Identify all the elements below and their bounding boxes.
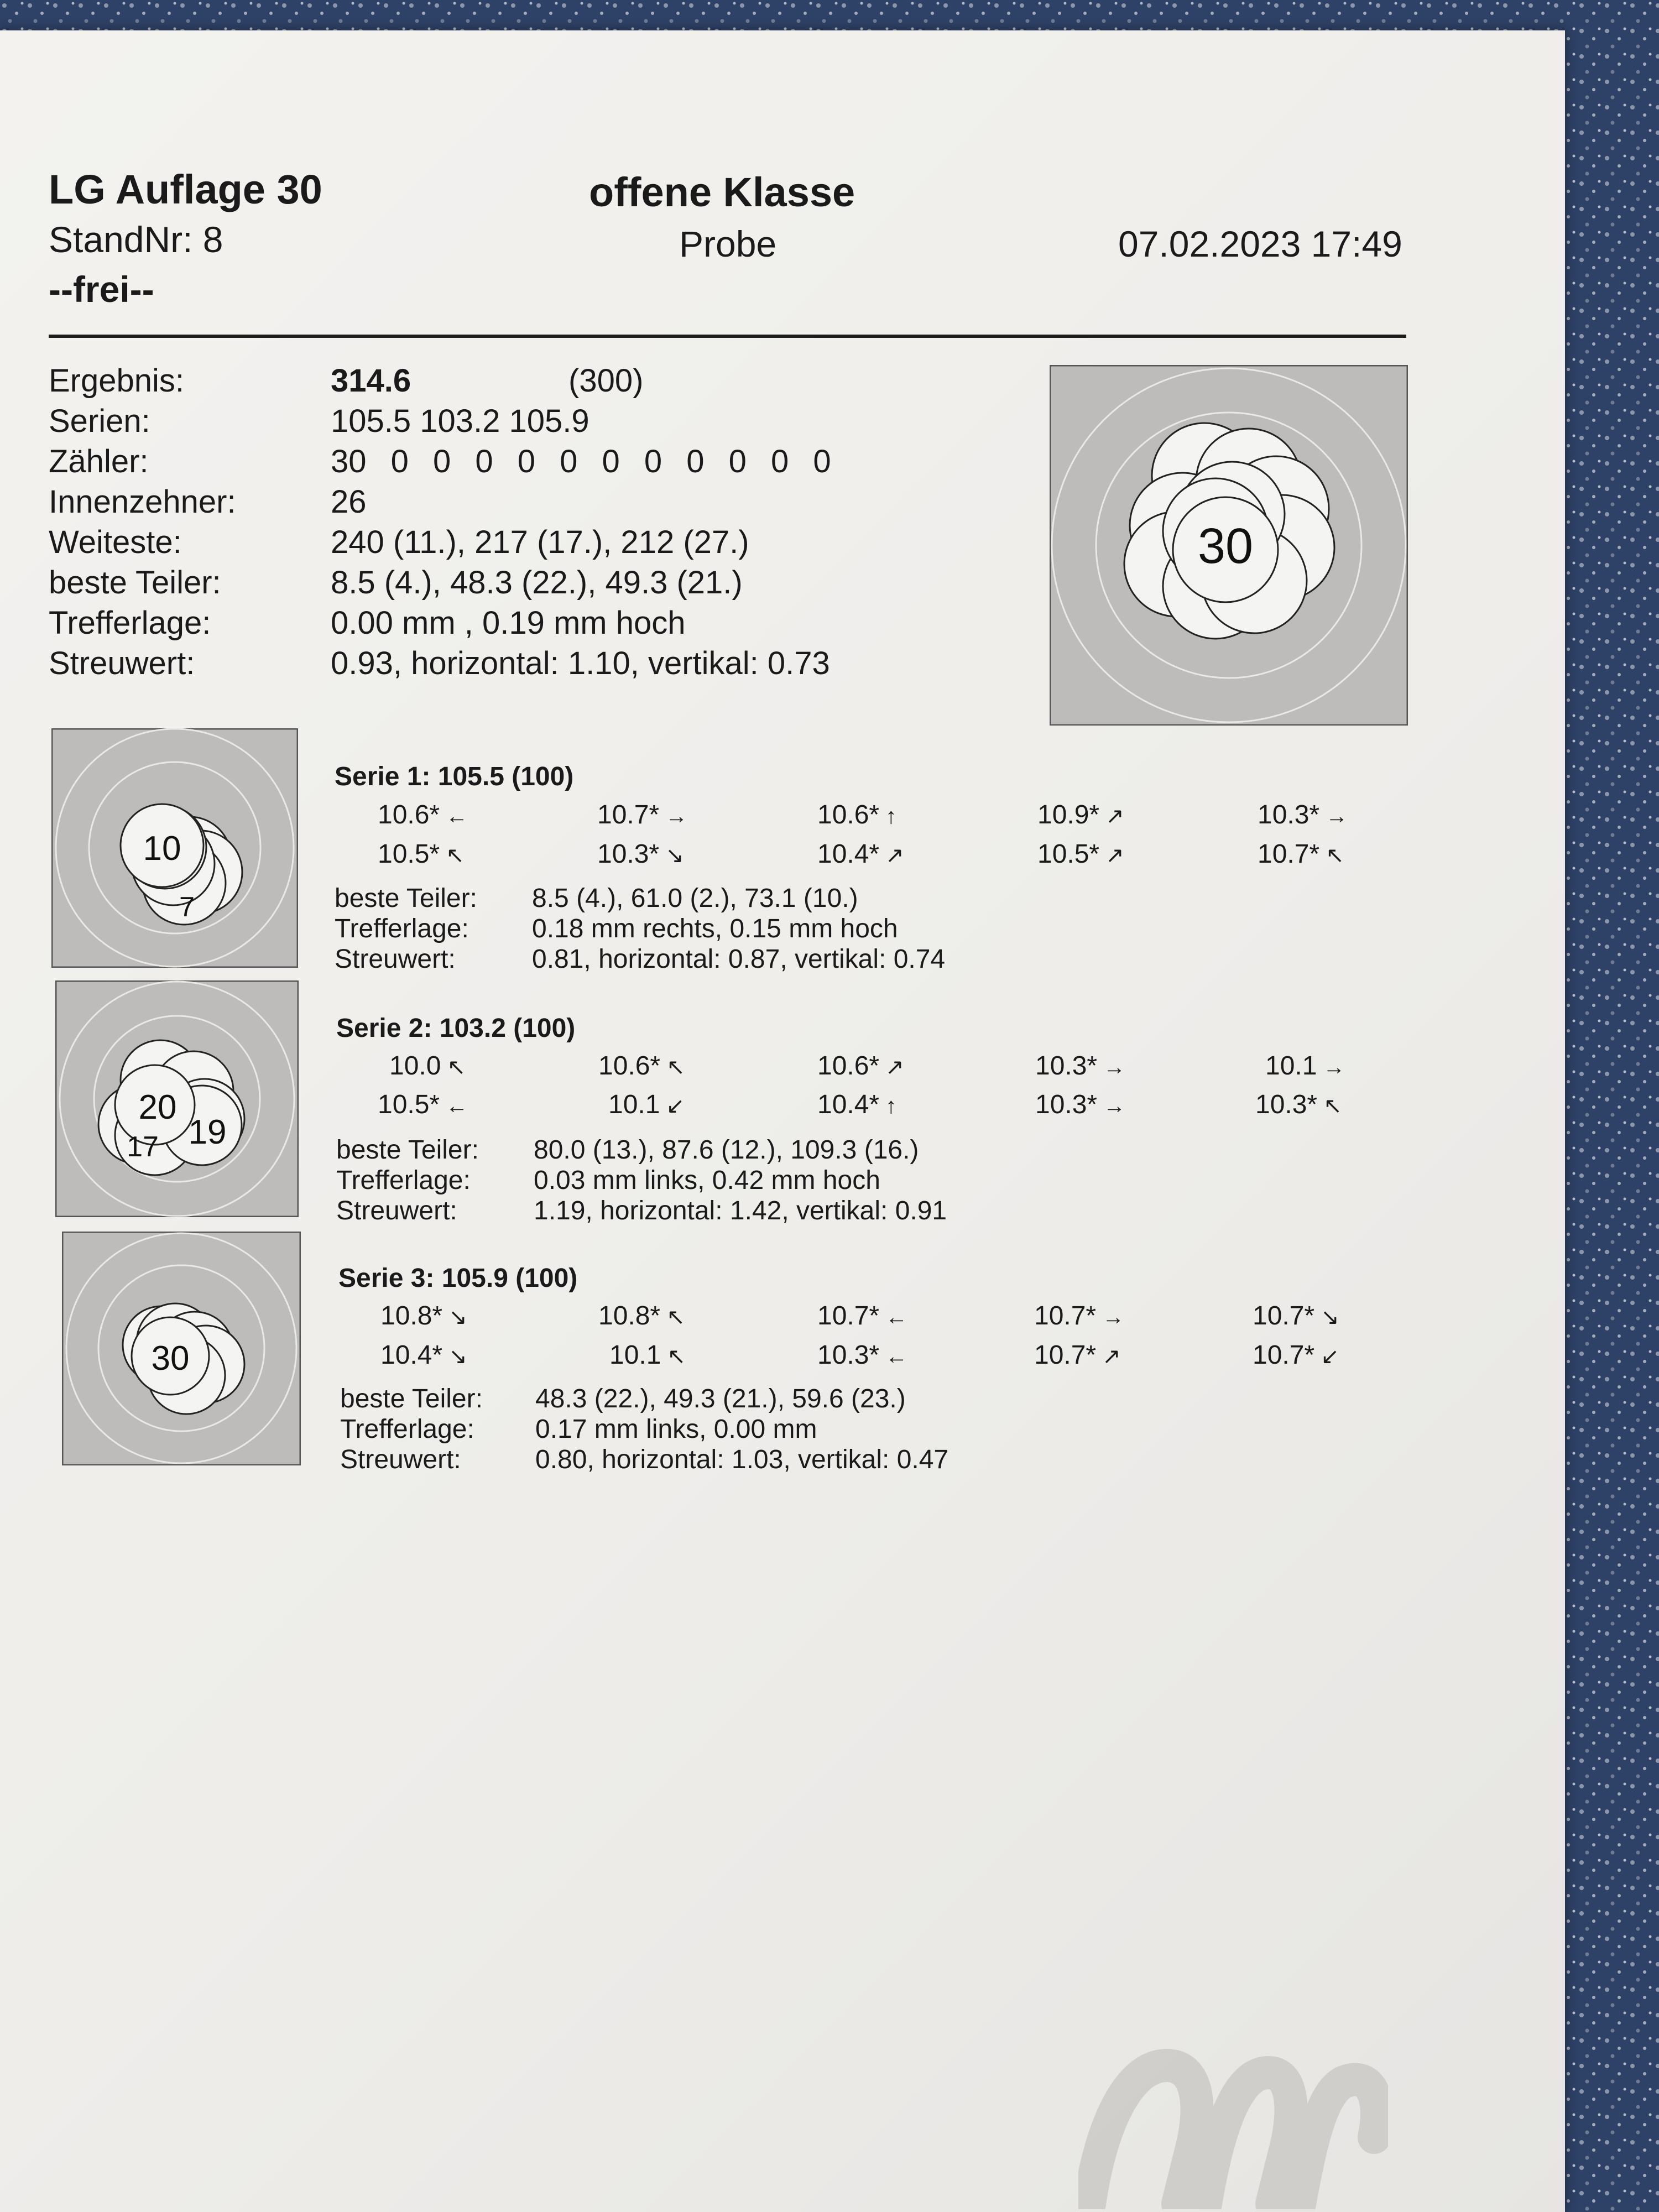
summary-label: Ergebnis:: [49, 363, 185, 399]
shot-value: 10.5* ↗: [1037, 839, 1124, 869]
serie-stat-label: beste Teiler:: [335, 884, 477, 913]
shot-value: 10.1 →: [1265, 1051, 1345, 1081]
summary-value: 0.00 mm , 0.19 mm hoch: [331, 605, 686, 641]
target-serie-3: [62, 1232, 301, 1465]
summary-value: 105.5 103.2 105.9: [331, 403, 589, 439]
summary-label: Innenzehner:: [49, 484, 236, 520]
direction-arrow-icon: ↘: [659, 843, 684, 868]
shot-value: 10.7* ↘: [1253, 1301, 1339, 1331]
serie-stat-label: Streuwert:: [335, 945, 456, 974]
shot-value: 10.8* ↖: [598, 1301, 685, 1331]
direction-arrow-icon: ↗: [879, 1055, 904, 1079]
direction-arrow-icon: ←: [879, 1344, 908, 1369]
serie-stat-value: 0.81, horizontal: 0.87, vertikal: 0.74: [532, 945, 946, 974]
summary-value: 314.6: [331, 363, 411, 399]
shot-value: 10.5* ↖: [378, 839, 465, 869]
summary-value: 26: [331, 484, 367, 520]
direction-arrow-icon: ↖: [441, 1055, 466, 1079]
shot-value: 10.3* →: [1035, 1051, 1126, 1081]
shot-value: 10.4* ↗: [817, 839, 904, 869]
shot-value: 10.6* ↑: [817, 800, 897, 830]
summary-value: 8.5 (4.), 48.3 (22.), 49.3 (21.): [331, 565, 743, 601]
direction-arrow-icon: ↑: [879, 1094, 897, 1118]
mode-label: Probe: [679, 223, 777, 264]
target-serie-1-label: 10: [143, 830, 181, 868]
target-serie-3-label: 30: [151, 1339, 190, 1378]
direction-arrow-icon: ←: [440, 1094, 468, 1118]
shot-value: 10.4* ↘: [380, 1340, 467, 1370]
shot-value: 10.7* ↗: [1034, 1340, 1121, 1370]
serie-stat-value: 8.5 (4.), 61.0 (2.), 73.1 (10.): [532, 884, 858, 913]
shot-value: 10.6* ↗: [817, 1051, 904, 1081]
target-serie-2: [55, 980, 299, 1217]
direction-arrow-icon: →: [1097, 1094, 1126, 1118]
direction-arrow-icon: ↖: [660, 1055, 685, 1079]
direction-arrow-icon: ↗: [1099, 804, 1124, 828]
shot-value: 10.3* ←: [817, 1340, 908, 1370]
target-summary: [1050, 365, 1408, 726]
shot-value: 10.9* ↗: [1037, 800, 1124, 830]
direction-arrow-icon: ↙: [1314, 1344, 1339, 1369]
direction-arrow-icon: ↘: [442, 1305, 467, 1329]
shot-value: 10.7* ↙: [1253, 1340, 1339, 1370]
serie-stat-label: beste Teiler:: [336, 1135, 479, 1165]
shot-value: 10.8* ↘: [380, 1301, 467, 1331]
serie-stat-value: 48.3 (22.), 49.3 (21.), 59.6 (23.): [535, 1384, 906, 1413]
direction-arrow-icon: →: [659, 804, 688, 828]
summary-value: 30 0 0 0 0 0 0 0 0 0 0 0: [331, 444, 831, 479]
shot-value: 10.1 ↖: [609, 1340, 686, 1370]
shot-value: 10.3* →: [1258, 800, 1348, 830]
serie-stat-value: 80.0 (13.), 87.6 (12.), 109.3 (16.): [534, 1135, 919, 1165]
shot-value: 10.6* ↖: [598, 1051, 685, 1081]
shot-value: 10.4* ↑: [817, 1090, 897, 1119]
serie-stat-label: beste Teiler:: [340, 1384, 483, 1413]
shot-value: 10.1 ↙: [608, 1090, 685, 1119]
target-serie-2-label: 20: [138, 1088, 177, 1126]
shot-value: 10.6* ←: [378, 800, 468, 830]
serie-stat-value: 0.80, horizontal: 1.03, vertikal: 0.47: [535, 1445, 949, 1474]
summary-label: beste Teiler:: [49, 565, 221, 601]
serie-stat-value: 0.03 mm links, 0.42 mm hoch: [534, 1166, 880, 1195]
shot-value: 10.5* ←: [378, 1090, 468, 1119]
serie-stat-value: 1.19, horizontal: 1.42, vertikal: 0.91: [534, 1196, 947, 1225]
direction-arrow-icon: →: [1097, 1055, 1126, 1079]
summary-label: Streuwert:: [49, 645, 195, 681]
shot-value: 10.7* ←: [817, 1301, 908, 1331]
stand-number: StandNr: 8: [49, 219, 223, 260]
direction-arrow-icon: ↖: [440, 843, 465, 868]
date-time: 07.02.2023 17:49: [1118, 223, 1402, 264]
serie-2-title: Serie 2: 103.2 (100): [336, 1014, 576, 1043]
serie-stat-label: Streuwert:: [336, 1196, 457, 1225]
target-summary-label: 30: [1197, 519, 1254, 574]
serie-stat-label: Trefferlage:: [340, 1415, 474, 1444]
shot-value: 10.7* ↖: [1258, 839, 1344, 869]
shooter-name: --frei--: [49, 269, 154, 310]
direction-arrow-icon: ↘: [442, 1344, 467, 1369]
direction-arrow-icon: ↖: [661, 1344, 686, 1369]
summary-label: Serien:: [49, 403, 150, 439]
summary-label: Trefferlage:: [49, 605, 211, 641]
direction-arrow-icon: ↗: [1096, 1344, 1121, 1369]
serie-stat-label: Streuwert:: [340, 1445, 461, 1474]
header-divider: [49, 335, 1406, 338]
serie-stat-label: Trefferlage:: [335, 914, 469, 943]
summary-value: 0.93, horizontal: 1.10, vertikal: 0.73: [331, 645, 830, 681]
logo-watermark-icon: [1078, 2043, 1388, 2209]
shot-value: 10.7* →: [1034, 1301, 1125, 1331]
direction-arrow-icon: ↗: [879, 843, 904, 868]
serie-stat-label: Trefferlage:: [336, 1166, 471, 1195]
summary-extra: (300): [568, 363, 644, 399]
serie-stat-value: 0.18 mm rechts, 0.15 mm hoch: [532, 914, 898, 943]
direction-arrow-icon: ←: [879, 1305, 908, 1329]
serie-stat-value: 0.17 mm links, 0.00 mm: [535, 1415, 817, 1444]
direction-arrow-icon: ←: [440, 804, 468, 828]
direction-arrow-icon: ↖: [1319, 843, 1344, 868]
direction-arrow-icon: →: [1317, 1055, 1345, 1079]
direction-arrow-icon: ↑: [879, 804, 897, 828]
direction-arrow-icon: →: [1319, 804, 1348, 828]
direction-arrow-icon: ↖: [660, 1305, 685, 1329]
target-serie-1: [51, 728, 298, 968]
direction-arrow-icon: ↙: [660, 1094, 685, 1118]
direction-arrow-icon: ↖: [1317, 1094, 1342, 1118]
direction-arrow-icon: ↗: [1099, 843, 1124, 868]
direction-arrow-icon: ↘: [1314, 1305, 1339, 1329]
shot-value: 10.3* →: [1035, 1090, 1126, 1119]
shot-value: 10.3* ↘: [597, 839, 684, 869]
shot-value: 10.3* ↖: [1255, 1090, 1342, 1119]
class-title: offene Klasse: [589, 169, 855, 215]
serie-3-title: Serie 3: 105.9 (100): [338, 1264, 578, 1293]
direction-arrow-icon: →: [1096, 1305, 1125, 1329]
target-serie-2-label: 17: [127, 1131, 159, 1163]
target-serie-2-label: 19: [188, 1113, 227, 1151]
summary-label: Zähler:: [49, 444, 149, 479]
shot-value: 10.0 ↖: [389, 1051, 466, 1081]
target-serie-1-label: 7: [179, 891, 195, 922]
summary-value: 240 (11.), 217 (17.), 212 (27.): [331, 524, 749, 560]
score-sheet: [0, 30, 1565, 2212]
serie-1-title: Serie 1: 105.5 (100): [335, 762, 574, 791]
discipline-title: LG Auflage 30: [49, 166, 322, 212]
summary-label: Weiteste:: [49, 524, 182, 560]
shot-value: 10.7* →: [597, 800, 688, 830]
